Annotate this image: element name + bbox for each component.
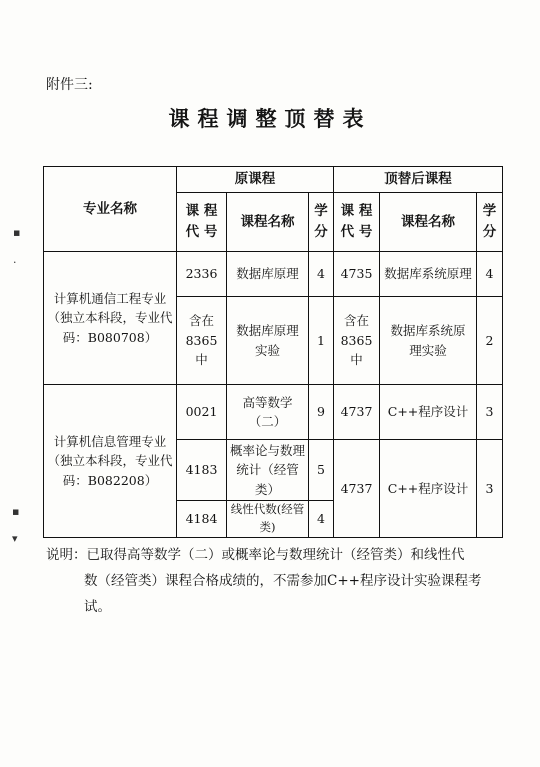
original-code-cell: 含在 8365 中 — [177, 297, 227, 385]
replacement-credit-cell: 3 — [477, 385, 503, 440]
replacement-credit-header: 学 分 — [477, 193, 503, 252]
replacement-name-cell: C++程序设计 — [380, 385, 477, 440]
note-line: 数（经管类）课程合格成绩的，不需参加C++程序设计实验课程考 — [84, 573, 482, 589]
original-name-cell: 概率论与数理 统计（经管类） — [227, 440, 309, 501]
original-name-header: 课程名称 — [227, 193, 309, 252]
original-code-cell: 0021 — [177, 385, 227, 440]
scan-mark: · — [13, 256, 17, 269]
original-credit-cell: 9 — [309, 385, 334, 440]
original-credit-cell: 1 — [309, 297, 334, 385]
replacement-credit-cell: 3 — [477, 440, 503, 538]
original-name-cell: 高等数学（二） — [227, 385, 309, 440]
attachment-label: 附件三: — [46, 77, 93, 93]
original-credit-cell: 4 — [309, 252, 334, 297]
replacement-code-cell: 4735 — [334, 252, 380, 297]
note-paragraph — [46, 542, 498, 620]
major-cell: 计算机信息管理专业 （独立本科段，专业代 码：B082208） — [44, 385, 177, 538]
replacement-credit-cell: 4 — [477, 252, 503, 297]
replacement-name-cell: 数据库系统原理 — [380, 252, 477, 297]
scan-mark: ▾ — [12, 532, 18, 545]
major-cell: 计算机通信工程专业 （独立本科段，专业代 码：B080708） — [44, 252, 177, 385]
scan-mark: ▪ — [13, 226, 21, 239]
replacement-name-cell: 数据库系统原 理实验 — [380, 297, 477, 385]
replacement-course-header: 顶替后课程 — [334, 167, 503, 193]
replacement-credit-cell: 2 — [477, 297, 503, 385]
major-header: 专业名称 — [44, 167, 177, 252]
replacement-code-cell: 4737 — [334, 385, 380, 440]
note-line: 说明：已取得高等数学（二）或概率论与数理统计（经管类）和线性代 — [46, 547, 465, 563]
original-code-header: 课 程 代 号 — [177, 193, 227, 252]
scan-mark: ▪ — [12, 505, 20, 518]
original-credit-header: 学 分 — [309, 193, 334, 252]
original-name-cell: 线性代数(经管类) — [227, 501, 309, 538]
original-course-header: 原课程 — [177, 167, 334, 193]
original-code-cell: 4183 — [177, 440, 227, 501]
original-code-cell: 4184 — [177, 501, 227, 538]
original-name-cell: 数据库原理 — [227, 252, 309, 297]
replacement-code-cell: 4737 — [334, 440, 380, 538]
original-credit-cell: 5 — [309, 440, 334, 501]
replacement-code-cell: 含在 8365 中 — [334, 297, 380, 385]
original-credit-cell: 4 — [309, 501, 334, 538]
note-line: 试。 — [84, 599, 111, 615]
course-replacement-table — [43, 166, 503, 538]
header-row-1 — [44, 167, 503, 193]
original-code-cell: 2336 — [177, 252, 227, 297]
table-row — [44, 252, 503, 297]
original-name-cell: 数据库原理 实验 — [227, 297, 309, 385]
table-row — [44, 385, 503, 440]
replacement-name-header: 课程名称 — [380, 193, 477, 252]
replacement-code-header: 课 程 代 号 — [334, 193, 380, 252]
replacement-name-cell: C++程序设计 — [380, 440, 477, 538]
page-title: 课程调整顶替表 — [168, 106, 372, 131]
